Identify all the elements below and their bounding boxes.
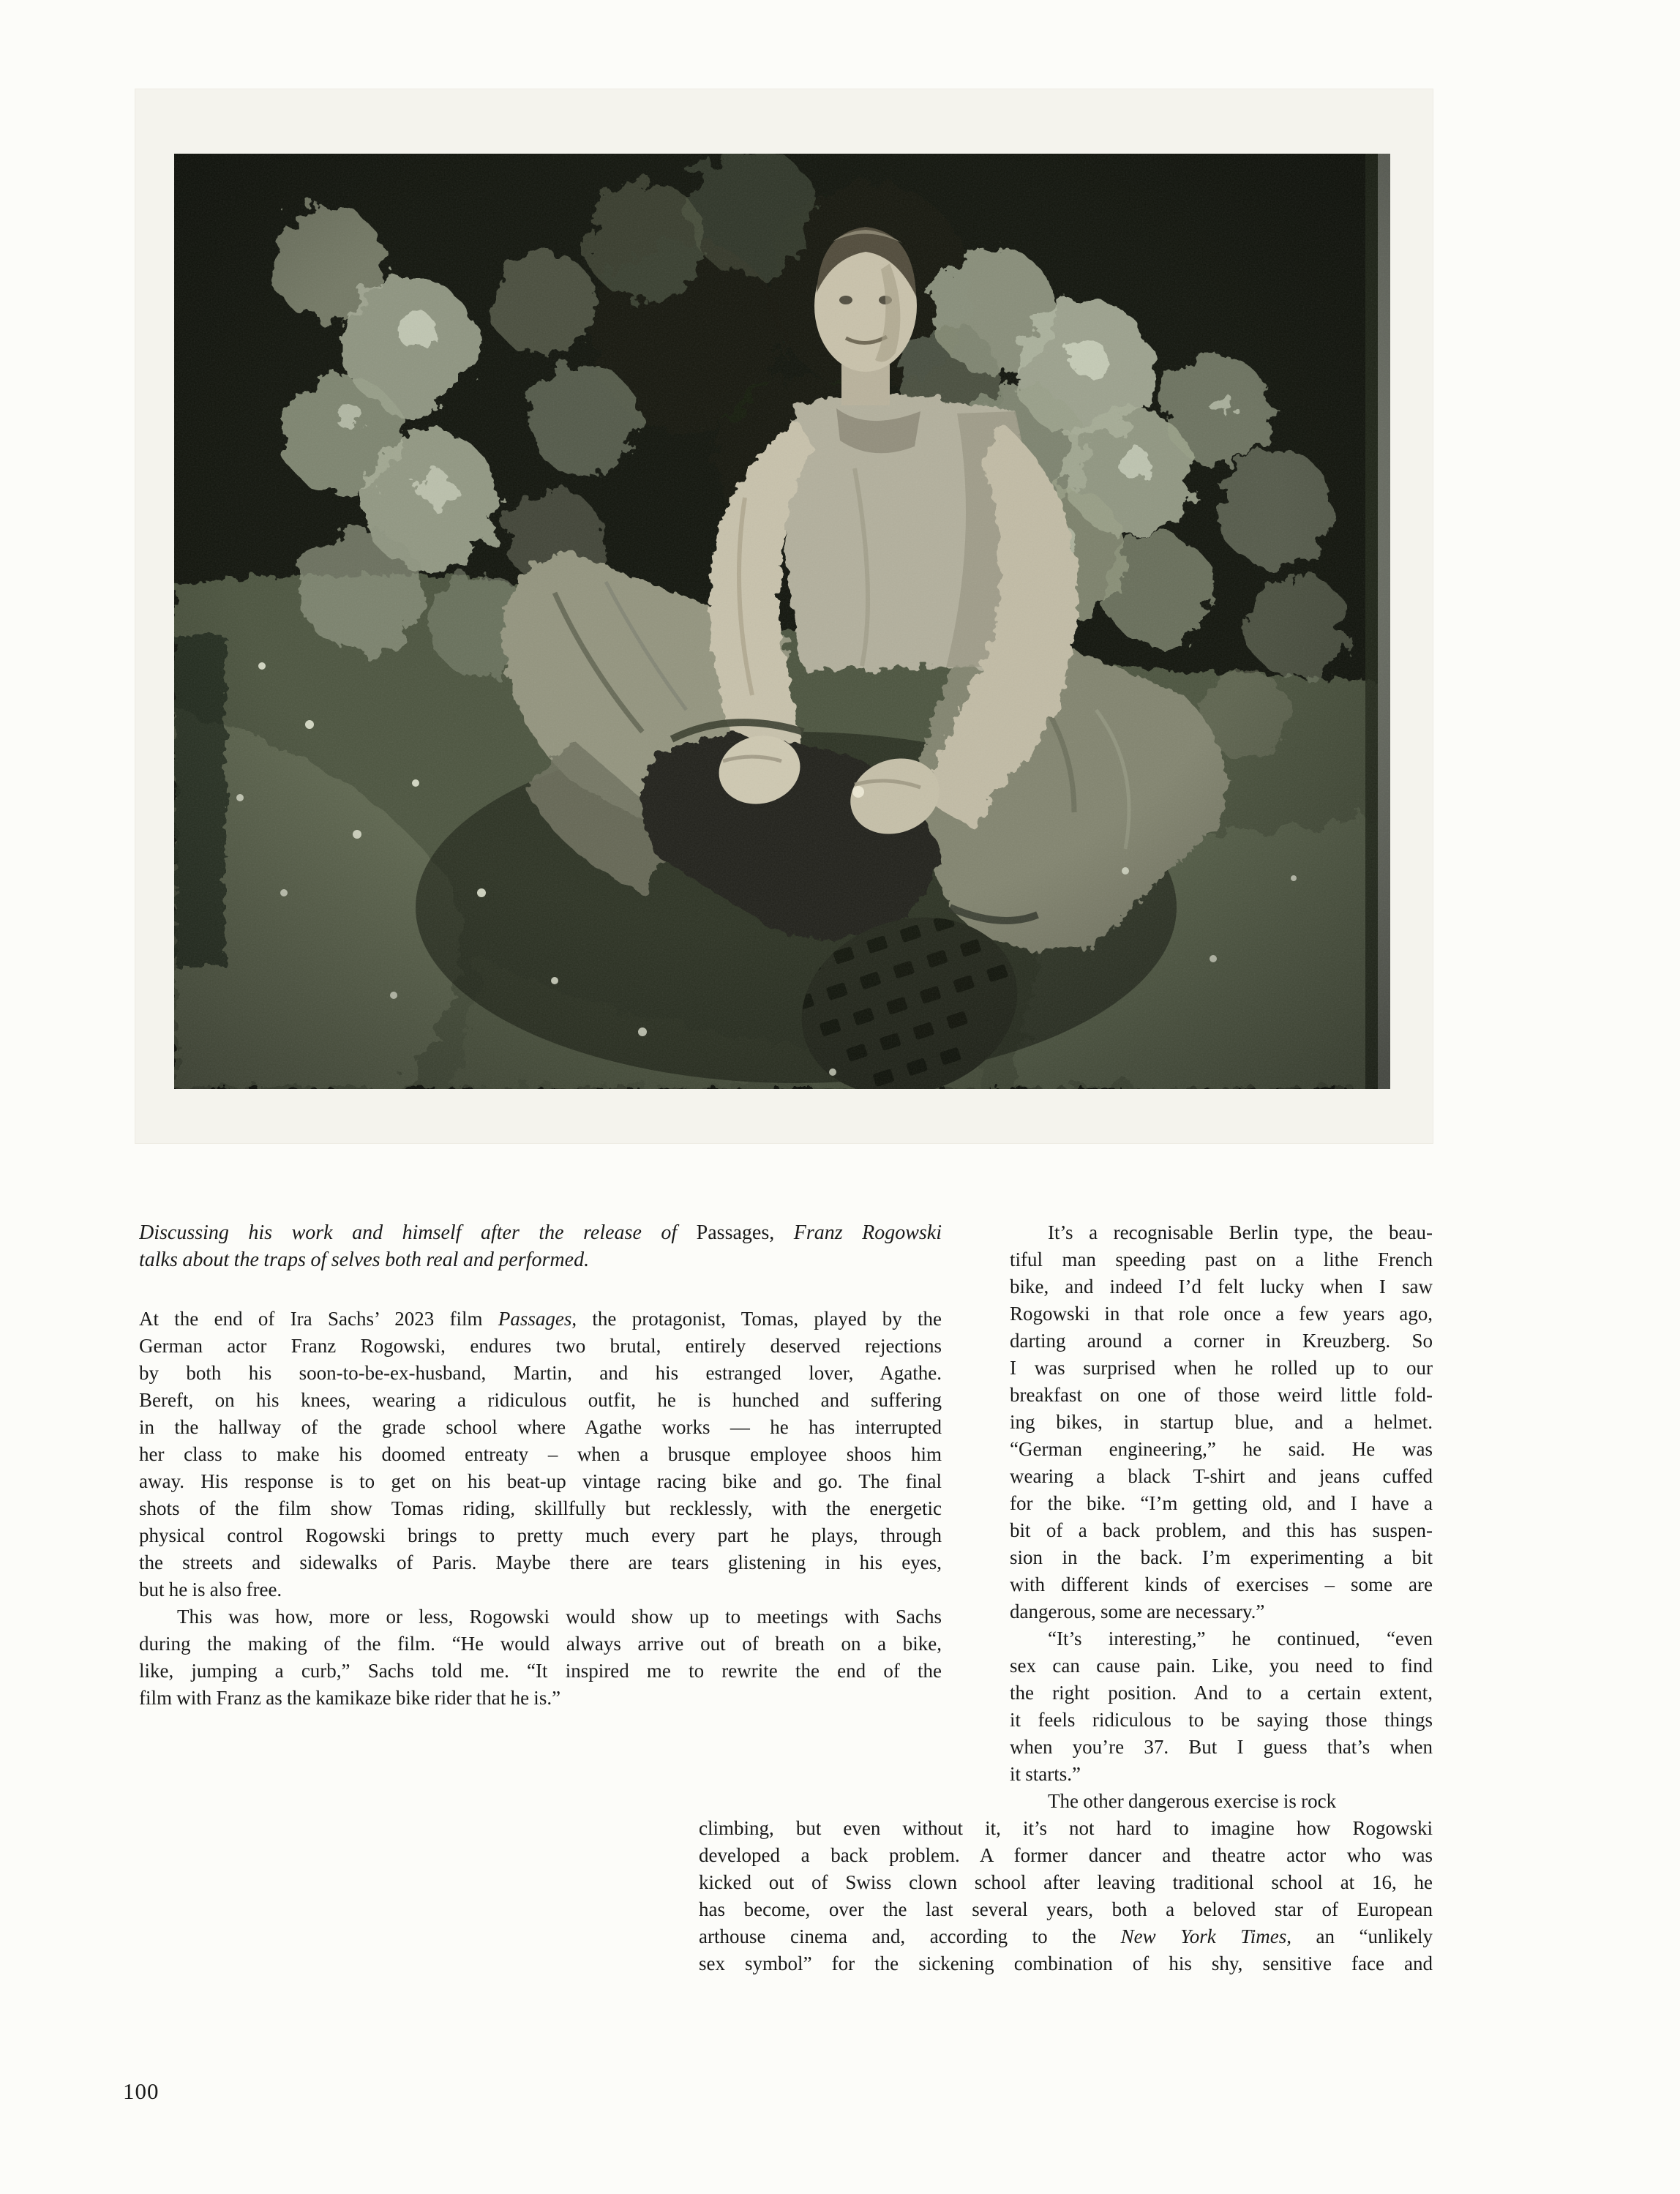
text-line: the streets and sidewalks of Paris. Maybe there are tears glistening in his eyes, — [139, 1551, 942, 1573]
text-line: Rogowski in that role once a few years ago, — [1010, 1303, 1433, 1325]
text-line: breakfast on one of those weird little fold- — [1010, 1384, 1433, 1406]
photo-illustration — [174, 154, 1390, 1089]
text-line: sion in the back. I’m experimenting a bit — [1010, 1546, 1433, 1568]
text-line: climbing, but even without it, it’s not hard to imagine how Rogowski — [699, 1817, 1433, 1839]
text-line: sex can cause pain. Like, you need to find — [1010, 1655, 1433, 1677]
standfirst — [139, 1219, 942, 1273]
text-line: away. His response is to get on his beat-up vintage racing bike and go. The final — [139, 1470, 942, 1492]
text-line: This was how, more or less, Rogowski would show up to meetings with Sachs — [177, 1606, 942, 1628]
text-line: darting around a corner in Kreuzberg. So — [1010, 1330, 1433, 1352]
text-line: Discussing his work and himself after the release of Passages, Franz Rogowski — [139, 1221, 942, 1244]
text-line: shots of the film show Tomas riding, skillfully but recklessly, with the energetic — [139, 1497, 942, 1519]
article-column-left — [139, 1306, 942, 1712]
text-line: her class to make his doomed entreaty – when a brusque employee shoos him — [139, 1443, 942, 1465]
text-line: wearing a black T-shirt and jeans cuffed — [1010, 1465, 1433, 1487]
text-line: has become, over the last several years, both a beloved star of European — [699, 1898, 1433, 1920]
text-line: “It’s interesting,” he continued, “even — [1048, 1628, 1433, 1650]
text-line: but he is also free. — [139, 1579, 282, 1600]
text-line: with different kinds of exercises – some are — [1010, 1573, 1433, 1595]
text-line: The other dangerous exercise is rock — [1048, 1790, 1337, 1812]
text-line: ing bikes, in startup blue, and a helmet. — [1010, 1411, 1433, 1433]
text-line: it feels ridiculous to be saying those things — [1010, 1709, 1433, 1731]
text-line: for the bike. “I’m getting old, and I have a — [1010, 1492, 1433, 1514]
text-line: developed a back problem. A former dancer and theatre actor who was — [699, 1844, 1433, 1866]
text-line: bike, and indeed I’d felt lucky when I saw — [1010, 1276, 1433, 1298]
film-grain — [174, 154, 1390, 1089]
text-line: I was surprised when he rolled up to our — [1010, 1357, 1433, 1379]
text-line: tiful man speeding past on a lithe French — [1010, 1248, 1433, 1270]
page-number: 100 — [123, 2078, 160, 2104]
text-line: dangerous, some are necessary.” — [1010, 1600, 1265, 1622]
text-line: it starts.” — [1010, 1763, 1081, 1785]
text-line: the right position. And to a certain extent, — [1010, 1682, 1433, 1704]
article-column-right — [1010, 1219, 1433, 1815]
photo-of-franz-rogowski — [174, 154, 1390, 1089]
text-line: kicked out of Swiss clown school after leaving traditional school at 16, he — [699, 1871, 1433, 1893]
text-line: It’s a recognisable Berlin type, the beau- — [1048, 1221, 1433, 1243]
text-line: physical control Rogowski brings to pretty much every part he plays, through — [139, 1524, 942, 1546]
text-line: film with Franz as the kamikaze bike rider that he is.” — [139, 1687, 561, 1709]
text-line: by both his soon-to-be-ex-husband, Martin, and his estranged lover, Agathe. — [139, 1362, 942, 1384]
text-line: arthouse cinema and, according to the New York Times, an “unlikely — [699, 1925, 1433, 1947]
text-line: Bereft, on his knees, wearing a ridiculous outfit, he is hunched and suffering — [139, 1389, 942, 1411]
text-line: during the making of the film. “He would always arrive out of breath on a bike, — [139, 1633, 942, 1655]
text-line: like, jumping a curb,” Sachs told me. “It inspired me to rewrite the end of the — [139, 1660, 942, 1682]
article-block-bottom — [699, 1815, 1433, 1977]
text-line: German actor Franz Rogowski, endures two brutal, entirely deserved rejections — [139, 1335, 942, 1357]
text-line: talks about the traps of selves both real and performed. — [139, 1248, 590, 1271]
text-line: sex symbol” for the sickening combination of his shy, sensitive face and — [699, 1952, 1433, 1974]
text-line: “German engineering,” he said. He was — [1010, 1438, 1433, 1460]
text-line: At the end of Ira Sachs’ 2023 film Passages, the protagonist, Tomas, played by the — [139, 1308, 942, 1330]
text-line: when you’re 37. But I guess that’s when — [1010, 1736, 1433, 1758]
text-line: bit of a back problem, and this has suspen- — [1010, 1519, 1433, 1541]
text-line: in the hallway of the grade school where Agathe works — he has interrupted — [139, 1416, 942, 1438]
